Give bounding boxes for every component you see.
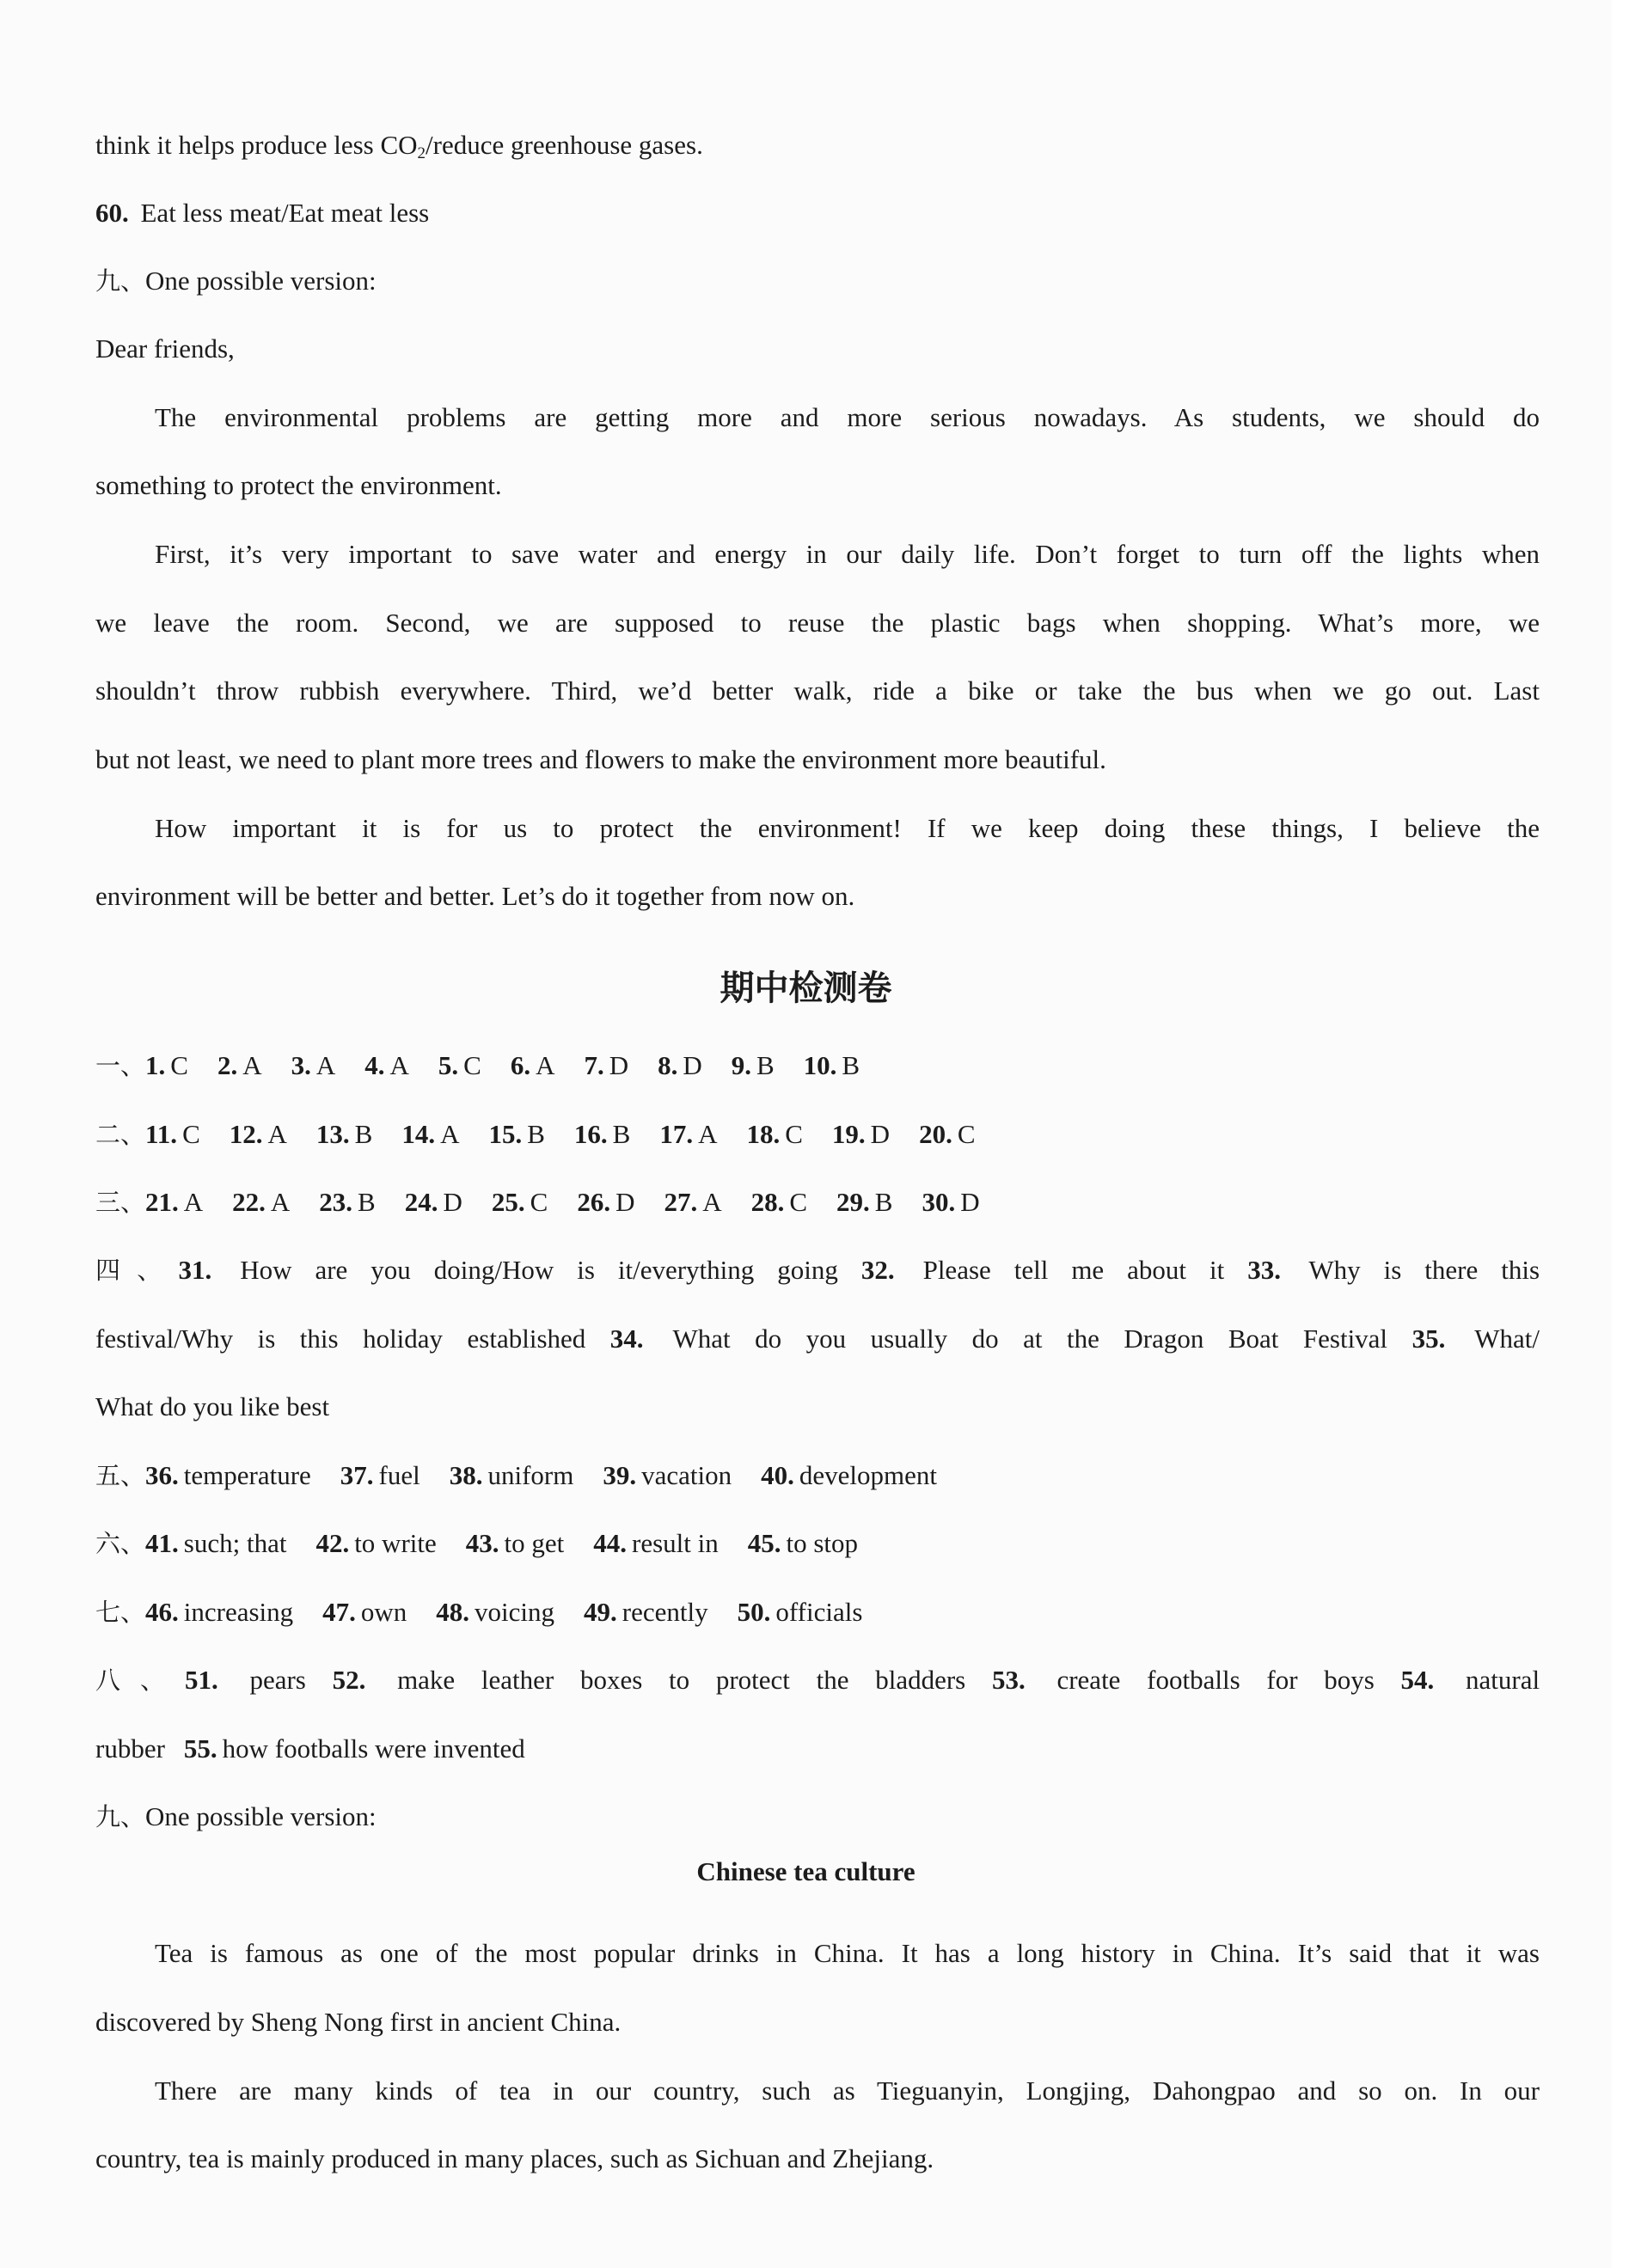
essay-line: discovered by Sheng Nong first in ancient China. (95, 2007, 622, 2037)
essay-line: we leave the room. Second, we are supposed to reuse the plastic bags when shopping. What’s more, we (95, 608, 1540, 638)
essay-line: There are many kinds of tea in our country, such as Tieguanyin, Longjing, Dahongpao and so on. In our (155, 2075, 1540, 2106)
salutation: Dear friends, (95, 333, 235, 364)
essay-line: but not least, we need to plant more trees and flowers to make the environment more beautiful. (95, 744, 1106, 774)
answer-60: 60. Eat less meat/Eat meat less (95, 198, 430, 228)
essay-line: The environmental problems are getting more and more serious nowadays. As students, we should do (155, 402, 1540, 432)
answers-part-1: 一、1. C 2. A 3. A 4. A 5. C 6. A 7. D 8. D 9. B 10. B (95, 1050, 860, 1080)
answers-part-4-line-1: 四、31. How are you doing/How is it/everything going 32. Please tell me about it 33. Why is there this (95, 1255, 1540, 1285)
exam-title: 期中检测卷 (720, 968, 892, 1008)
essay-line: How important it is for us to protect the environment! If we keep doing these things, I believe the (155, 813, 1540, 843)
essay-title: Chinese tea culture (696, 1856, 915, 1886)
answers-part-8-line-1: 八、51. pears 52. make leather boxes to protect the bladders 53. create footballs for boys 54. natural (95, 1665, 1540, 1695)
answers-part-8-line-2: rubber 55. how footballs were invented (95, 1733, 525, 1764)
answers-part-4-line-3: What do you like best (95, 1391, 330, 1421)
answers-part-7: 七、46. increasing 47. own 48. voicing 49. recently 50. officials (95, 1597, 863, 1627)
essay-line: country, tea is mainly produced in many places, such as Sichuan and Zhejiang. (95, 2143, 934, 2173)
essay-line: First, it’s very important to save water and energy in our daily life. Don’t forget to turn off the lights when (155, 539, 1540, 569)
exam-part-9-heading: 九、One possible version: (95, 1801, 377, 1831)
essay-line: environment will be better and better. Let’s do it together from now on. (95, 881, 855, 911)
answers-part-4-line-2: festival/Why is this holiday established 34. What do you usually do at the Dragon Boat Festival 35. What/ (95, 1324, 1540, 1354)
answers-part-6: 六、41. such; that 42. to write 43. to get 44. result in 45. to stop (95, 1528, 859, 1558)
answers-part-2: 二、11. C 12. A 13. B 14. A 15. B 16. B 17. A 18. C 19. D 20. C (95, 1119, 976, 1149)
prev-essay-tail: think it helps produce less $CO_2$/reduce greenhouse gases. (95, 130, 703, 162)
essay-line: shouldn’t throw rubbish everywhere. Third, we’d better walk, ride a bike or take the bus when we go out. Last (95, 676, 1540, 706)
answers-part-3: 三、21. A 22. A 23. B 24. D 25. C 26. D 27. A 28. C 29. B 30. D (95, 1187, 980, 1217)
part-9-heading: 九、One possible version: (95, 266, 377, 296)
essay-line: something to protect the environment. (95, 470, 502, 500)
answers-part-5: 五、36. temperature 37. fuel 38. uniform 39. vacation 40. development (95, 1460, 938, 1490)
essay-line: Tea is famous as one of the most popular drinks in China. It has a long history in China. It’s said that it was (155, 1938, 1540, 1968)
